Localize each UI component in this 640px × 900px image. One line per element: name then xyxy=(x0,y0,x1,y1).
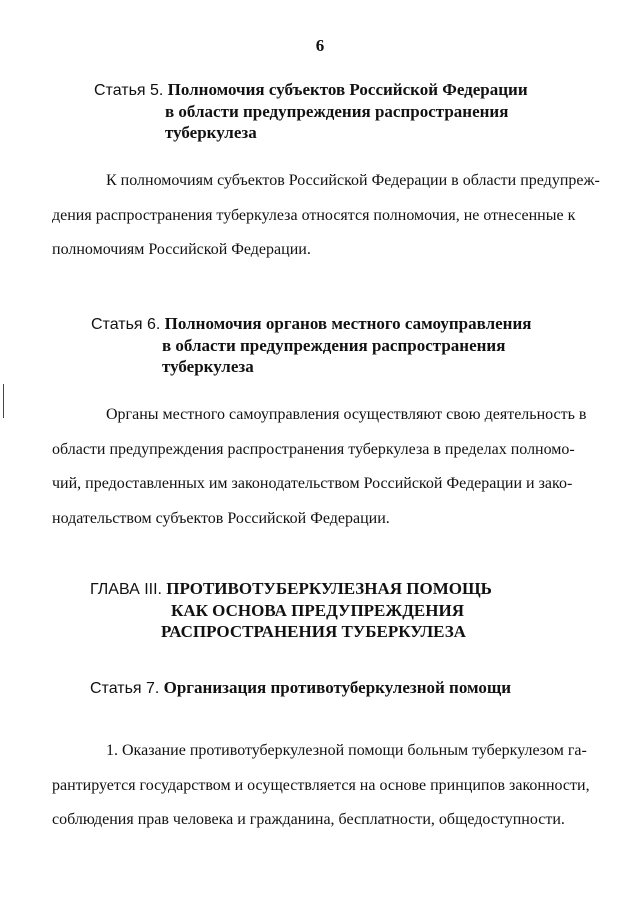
article-5-paragraph xyxy=(52,164,600,268)
page-number: 6 xyxy=(315,36,325,55)
article-7-paragraph xyxy=(52,734,590,838)
article-5-title-line-2: в области предупреждения распространения xyxy=(165,102,509,121)
article-6-label: Статья 6. xyxy=(91,316,161,333)
paragraph-line: соблюдения прав человека и гражданина, бесплатности, общедоступности. xyxy=(52,811,565,828)
article-6-title-line-2: в области предупреждения распространения xyxy=(162,336,506,355)
chapter-3-title-line-2: КАК ОСНОВА ПРЕДУПРЕЖДЕНИЯ xyxy=(171,601,464,620)
article-6-title-line-1: Полномочия органов местного самоуправления xyxy=(164,314,532,333)
chapter-3-title-line-3: РАСПРОСТРАНЕНИЯ ТУБЕРКУЛЕЗА xyxy=(161,622,466,641)
paragraph-line: нодательством субъектов Российской Федерации. xyxy=(52,509,390,527)
article-7-heading xyxy=(90,677,511,699)
paragraph-line: чий, предоставленных им законодательством Российской Федерации и зако- xyxy=(52,475,573,492)
article-5-label: Статья 5. xyxy=(94,82,164,99)
chapter-3-title-line-1: ПРОТИВОТУБЕРКУЛЕЗНАЯ ПОМОЩЬ xyxy=(166,579,492,598)
chapter-3-heading xyxy=(90,578,492,642)
paragraph-line: Органы местного самоуправления осуществляют свою деятельность в xyxy=(106,406,587,423)
article-7-label: Статья 7. xyxy=(90,680,160,697)
article-5-title-line-1: Полномочия субъектов Российской Федерации xyxy=(167,80,528,99)
margin-scan-mark xyxy=(3,384,4,418)
article-6-heading xyxy=(91,313,531,377)
article-6-title-line-3: туберкулеза xyxy=(162,357,254,376)
paragraph-line: области предупреждения распространения туберкулеза в пределах полномо- xyxy=(52,440,575,458)
paragraph-line: 1. Оказание противотуберкулезной помощи больным туберкулезом га- xyxy=(106,742,587,759)
chapter-3-label: ГЛАВА III. xyxy=(90,581,162,598)
article-7-title-line-1: Организация противотуберкулезной помощи xyxy=(163,678,512,697)
article-5-heading xyxy=(94,79,528,143)
paragraph-line: дения распространения туберкулеза относятся полномочия, не отнесенные к xyxy=(52,206,576,224)
paragraph-line: рантируется государством и осуществляется на основе принципов законности, xyxy=(52,776,590,794)
article-6-paragraph xyxy=(52,398,587,536)
paragraph-line: полномочиям Российской Федерации. xyxy=(52,241,311,258)
paragraph-line: К полномочиям субъектов Российской Федерации в области предупреж- xyxy=(106,172,600,189)
article-5-title-line-3: туберкулеза xyxy=(165,123,257,142)
